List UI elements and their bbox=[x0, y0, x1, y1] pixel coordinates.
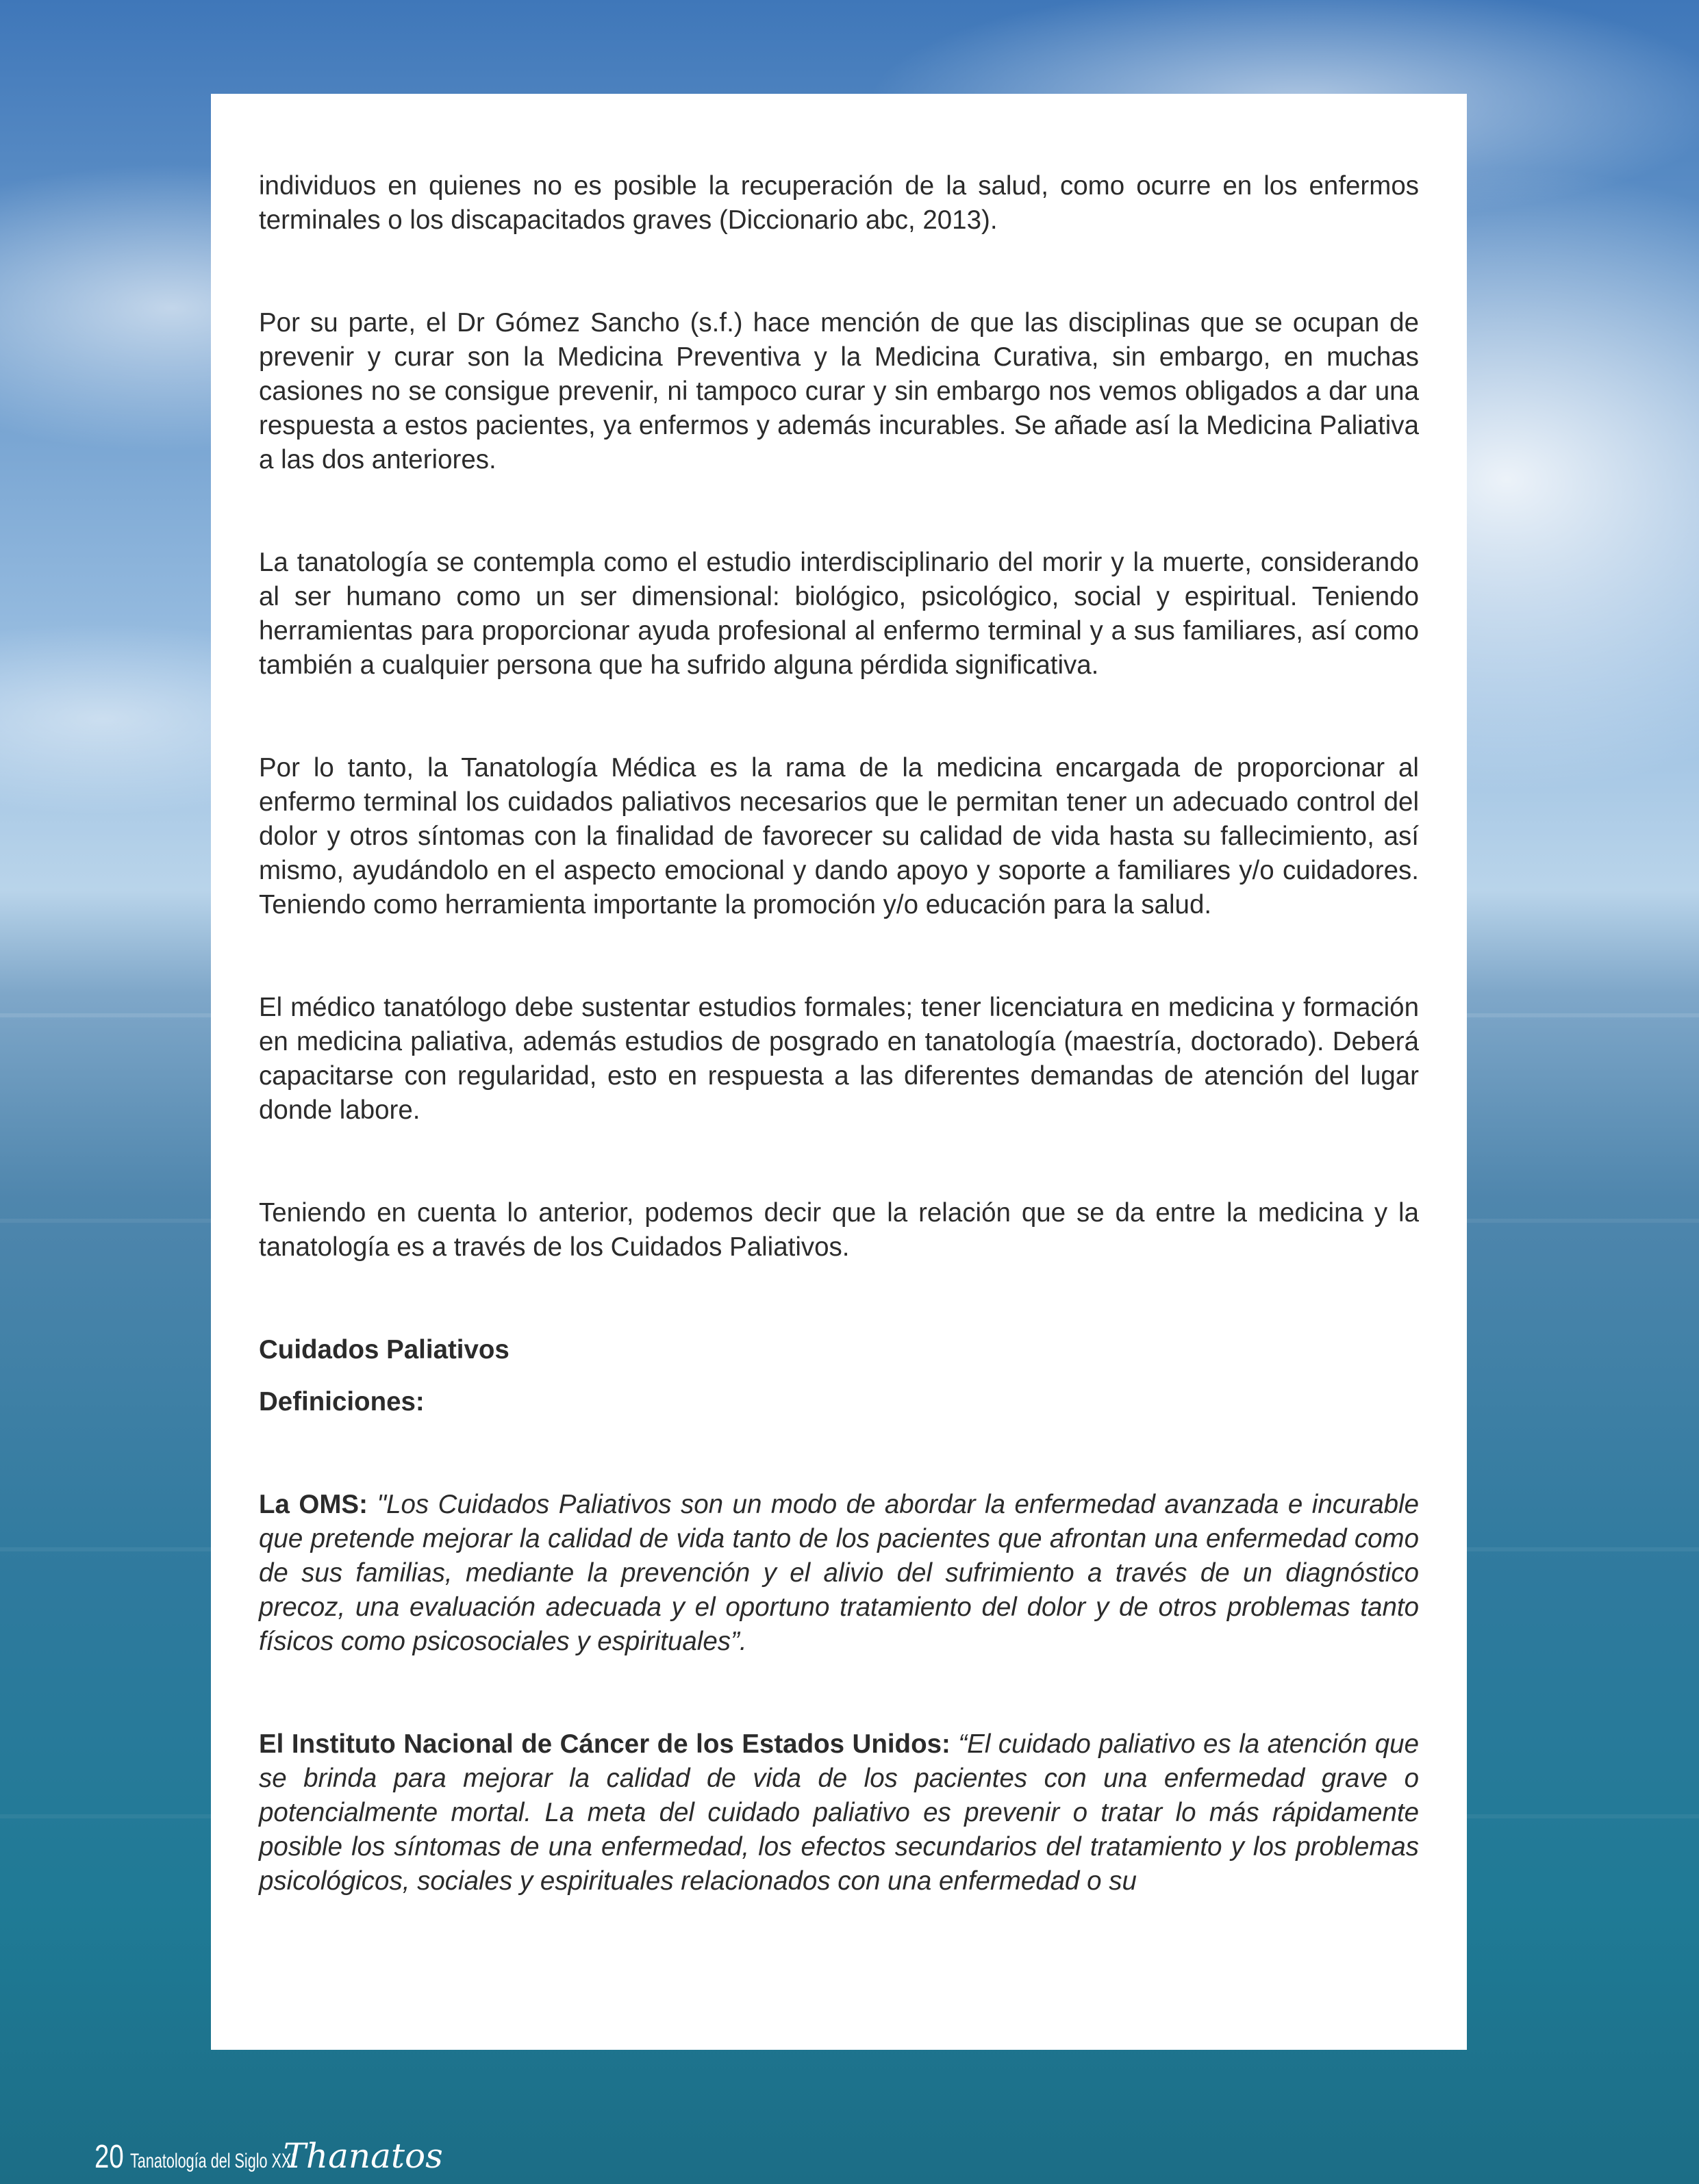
paragraph: Por su parte, el Dr Gómez Sancho (s.f.) hace mención de que las disciplinas que se ocupan de prevenir y curar son la Medicina Preventiva y la Medicina Curativa, sin embargo, en muchas casiones no se consigue prevenir, ni tampoco curar y sin embargo nos vemos obligados a dar una respuesta a estos pacientes, ya enfermos y además incurables. Se añade así la Medicina Paliativa a las dos anteriores. bbox=[259, 308, 1419, 474]
paragraph: individuos en quienes no es posible la recuperación de la salud, como ocurre en los enfermos terminales o los discapacitados graves (Diccionario abc, 2013). bbox=[259, 171, 1419, 235]
definition-quote: “El cuidado paliativo es la atención que se brinda para mejorar la calidad de vida de los pacientes con una enfermedad grave o potencialmente mortal. La meta del cuidado paliativo es prevenir o tratar lo más rápidamente posible los síntomas de una enfermedad, los efectos secundarios del tratamiento y los problemas psicológicos, sociales y espirituales relacionados con una enfermedad o su bbox=[259, 1729, 1419, 1896]
section-heading: Cuidados Paliativos bbox=[259, 1335, 509, 1364]
paragraph: El médico tanatólogo debe sustentar estudios formales; tener licenciatura en medicina y formación en medicina paliativa, además estudios de posgrado en tanatología (maestría, doctorado). Deberá capacitarse con regularidad, esto en respuesta a las diferentes demandas de atención del lugar donde labore. bbox=[259, 993, 1419, 1125]
definition-quote: "Los Cuidados Paliativos son un modo de abordar la enfermedad avanzada e incurable que pretende mejorar la calidad de vida tanto de los pacientes que afrontan una enfermedad como de sus familias, mediante la prevención y el alivio del sufrimiento a través de un diagnóstico precoz, una evaluación adecuada y el oportuno tratamiento del dolor y de otros problemas tanto físicos como psicosociales y espirituales”. bbox=[259, 1490, 1419, 1656]
page-footer bbox=[95, 2136, 443, 2177]
definition-inc bbox=[259, 1727, 1419, 1899]
definition-source: La OMS: bbox=[259, 1490, 368, 1519]
paragraph: La tanatología se contempla como el estudio interdisciplinario del morir y la muerte, considerando al ser humano como un ser dimensional: biológico, psicológico, social y espiritual. Teniendo herramientas para proporcionar ayuda profesional al enfermo terminal y a sus familiares, así como también a cualquier persona que ha sufrido alguna pérdida significativa. bbox=[259, 548, 1419, 680]
thanatos-logo: Thanatos bbox=[283, 2136, 443, 2176]
definition-oms bbox=[259, 1488, 1419, 1659]
paragraph: Teniendo en cuenta lo anterior, podemos decir que la relación que se da entre la medicina y la tanatología es a través de los Cuidados Paliativos. bbox=[259, 1198, 1419, 1262]
definition-source: El Instituto Nacional de Cáncer de los Estados Unidos: bbox=[259, 1729, 951, 1759]
article-body bbox=[259, 169, 1419, 1899]
publication-title: Tanatología del Siglo XXI bbox=[129, 2150, 296, 2172]
page-number: 20 bbox=[95, 2139, 124, 2175]
subsection-heading: Definiciones: bbox=[259, 1387, 425, 1417]
page-panel bbox=[211, 94, 1467, 2050]
paragraph: Por lo tanto, la Tanatología Médica es la rama de la medicina encargada de proporcionar al enfermo terminal los cuidados paliativos necesarios que le permitan tener un adecuado control del dolor y otros síntomas con la finalidad de favorecer su calidad de vida hasta su fallecimiento, así mismo, ayudándolo en el aspecto emocional y dando apoyo y soporte a familiares y/o cuidadores. Teniendo como herramienta importante la promoción y/o educación para la salud. bbox=[259, 753, 1419, 919]
